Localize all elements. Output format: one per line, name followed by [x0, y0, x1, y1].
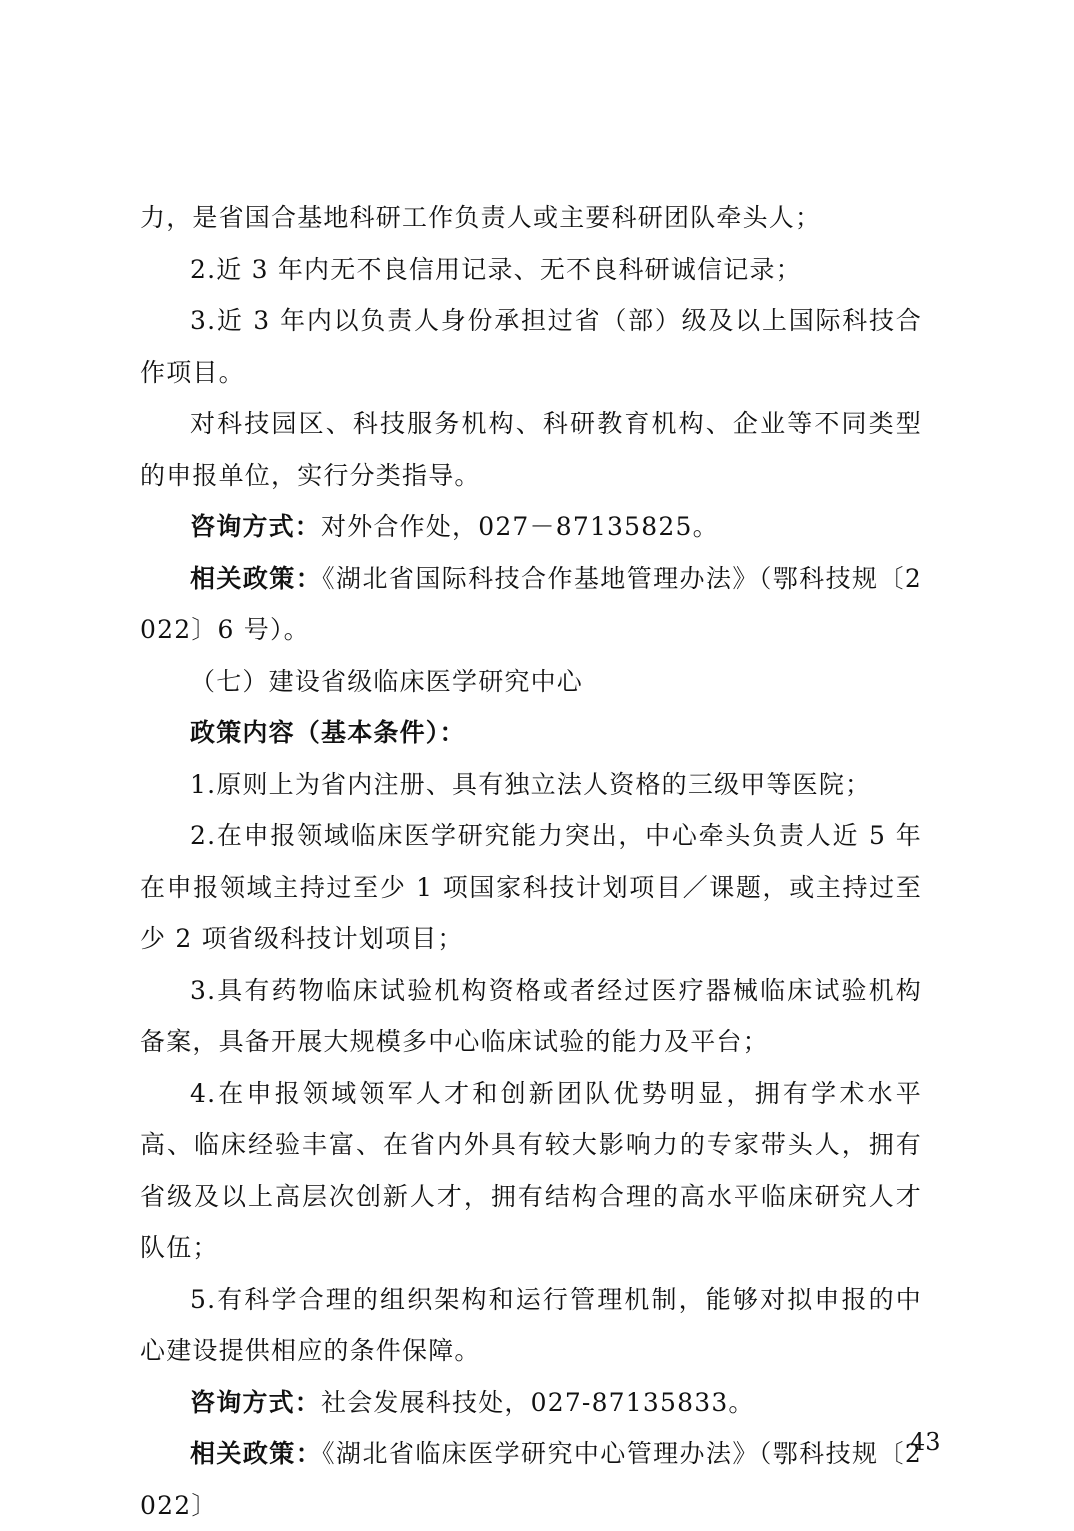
paragraph-requirement-1 [140, 759, 922, 811]
paragraph-policy-1 [140, 553, 922, 656]
policy-content-heading-text: 政策内容（基本条件）： [190, 718, 466, 747]
paragraph-text: 3.近 3 年内以负责人身份承担过省（部）级及以上国际科技合作项目。 [140, 306, 922, 387]
contact-label: 咨询方式： [190, 1387, 322, 1417]
paragraph-text: 2.近 3 年内无不良信用记录、无不良科研诚信记录； [190, 254, 802, 284]
paragraph-text: 力，是省国合基地科研工作负责人或主要科研团队牵头人； [140, 203, 822, 232]
paragraph-text: 对科技园区、科技服务机构、科研教育机构、企业等不同类型的申报单位，实行分类指导。 [140, 409, 922, 490]
paragraph-policy-2 [140, 1428, 922, 1531]
paragraph-text: 1.原则上为省内注册、具有独立法人资格的三级甲等医院； [190, 769, 872, 799]
paragraph-requirement-3 [140, 965, 922, 1068]
policy-text: 《湖北省国际科技合作基地管理办法》（鄂科技规〔2022〕6 号）。 [140, 563, 922, 644]
paragraph-requirement-5 [140, 1274, 922, 1377]
paragraph-requirement-4 [140, 1068, 922, 1274]
page-number: 43 [910, 1428, 941, 1456]
section-heading [140, 656, 922, 708]
paragraph-requirement-2 [140, 810, 922, 965]
paragraph-text: 4.在申报领域领军人才和创新团队优势明显，拥有学术水平高、临床经验丰富、在省内外具有较大影响力的专家带头人，拥有省级及以上高层次创新人才，拥有结构合理的高水平临床研究人才队伍； [140, 1078, 922, 1262]
contact-text: 对外合作处，027－87135825。 [321, 512, 719, 541]
contact-label: 咨询方式： [190, 512, 322, 541]
paragraph-continuation [140, 192, 922, 244]
contact-text: 社会发展科技处，027-87135833。 [321, 1387, 755, 1417]
document-body [140, 192, 922, 1531]
paragraph-text: 3.具有药物临床试验机构资格或者经过医疗器械临床试验机构备案，具备开展大规模多中心临床试验的能力及平台； [140, 975, 922, 1056]
section-heading-text: （七）建设省级临床医学研究中心 [190, 666, 584, 696]
paragraph-text: 5.有科学合理的组织架构和运行管理机制，能够对拟申报的中心建设提供相应的条件保障。 [140, 1284, 922, 1365]
paragraph-text: 2.在申报领域临床医学研究能力突出，中心牵头负责人近 5 年在申报领域主持过至少 1 项国家科技计划项目／课题，或主持过至少 2 项省级科技计划项目； [140, 821, 922, 953]
paragraph-contact-2 [140, 1377, 922, 1429]
paragraph-contact-1 [140, 501, 922, 553]
policy-label: 相关政策： [190, 1439, 323, 1468]
paragraph-classification-guidance [140, 398, 922, 501]
policy-content-heading [140, 707, 922, 759]
paragraph-condition-2 [140, 244, 922, 296]
policy-label: 相关政策： [190, 563, 323, 593]
paragraph-condition-3 [140, 295, 922, 398]
policy-text: 《湖北省临床医学研究中心管理办法》（鄂科技规〔2022〕 [140, 1439, 922, 1520]
